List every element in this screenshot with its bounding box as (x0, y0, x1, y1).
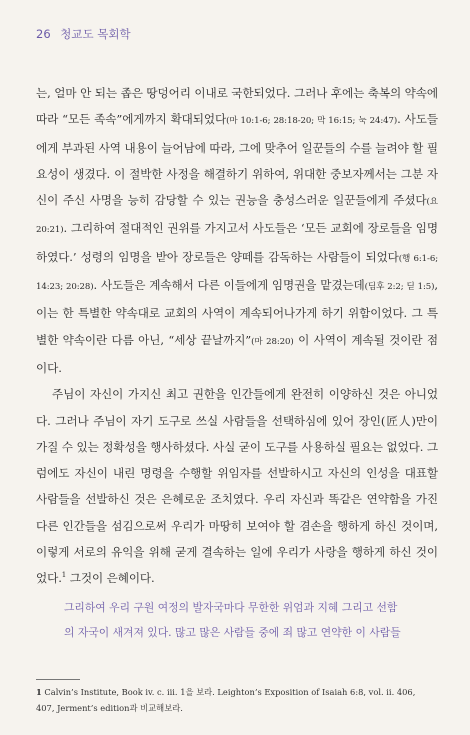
scripture-reference: (마 10:1-6; 28:18-20; 막 16:15; 눅 24:47) (226, 116, 398, 127)
text-run: 주님이 자신이 가지신 최고 권한을 인간들에게 완전히 이양하신 것은 아니었다. 그러나 주님이 자기 도구로 쓰실 사람들을 선택하심에 있어 장인(匠人)만이 가질 수 있는 정확성을 행사하셨다. 사실 굳이 도구를 사용하실 필요는 없었다. 그럼에도 자신이 내린 명령을 수행할 위임자를 선발하시고 자신의 인성을 대표할 사람들을 선발하신 것은 은혜로운 조치였다. 우리 자신과 똑같은 연약함을 가진 다른 인간들을 섬김으로써 우리가 마땅히 보여야 할 겸손을 행하게 하신 것이며, 이렇게 서로의 유익을 위해 굳게 결속하는 일에 우리가 사랑을 행하게 하신 것이었다. (36, 387, 438, 586)
pull-quote-line: 그리하여 우리 구원 여정의 발자국마다 무한한 위엄과 지혜 그리고 선함 (64, 601, 398, 614)
footnote-line (36, 685, 438, 701)
scripture-reference: (마 28:20) (251, 336, 294, 347)
text-run: . 사도들에게 부과된 사역 내용이 늘어남에 따라, 그에 맞추어 일꾼들의 수를 늘려야 할 필요성이 생겼다. 이 절박한 사정을 해결하기 위하여, 위대한 중보자께서는 그분 자신이 주신 사명을 능히 감당할 수 있는 권능을 충성스러운 일꾼들에게 주셨다 (36, 112, 438, 208)
running-header (36, 26, 131, 42)
text-run: 는, 얼마 안 되는 좁은 땅덩어리 이내로 국한되었다. 그러나 후에는 축복의 약속에 따라 “모든 족속”에게까지 확대되었다 (36, 86, 438, 127)
footnote-line: 407, Jerment’s edition과 비교해보라. (36, 702, 183, 713)
body-text (36, 80, 438, 592)
text-run: . 그리하여 절대적인 권위를 가지고서 사도들은 ‘모든 교회에 장로들을 임명하였다.’ 성령의 임명을 받아 장로들은 양떼를 감독하는 사람들이 되었다 (36, 221, 438, 264)
pull-quote-line: 의 자국이 새겨져 있다. 많고 많은 사람들 중에 죄 많고 연약한 이 사람들 (64, 625, 401, 639)
text-run: . 사도들은 계속해서 다른 이들에게 임명권을 맡겼는데 (93, 278, 365, 293)
footnote-divider (36, 679, 80, 680)
scripture-reference: (행 6:1-6; 14:23; 20:28) (36, 253, 438, 293)
scripture-reference: (요 20:21) (36, 197, 438, 236)
footnote-number: 1 (36, 687, 42, 697)
pull-quote (64, 596, 404, 645)
scripture-reference: (딤후 2:2; 딛 1:5) (364, 282, 435, 293)
footnote (36, 685, 438, 716)
paragraph-1 (36, 80, 438, 381)
paragraph-2 (36, 381, 438, 591)
footnote-text: Calvin’s Institute, Book iv. c. iii. 1을 보라. Leighton’s Exposition of Isaiah 6:8, vol. ii. 406, (44, 687, 416, 697)
running-title: 청교도 목회학 (60, 27, 131, 41)
footnote-marker[interactable]: 1 (61, 571, 67, 580)
page-number: 26 (36, 27, 51, 41)
text-run: 그것이 은혜이다. (66, 571, 155, 586)
text-run: 이 사역이 계속될 것이란 점이다. (36, 332, 438, 375)
text-run: , 이는 한 특별한 약속대로 교회의 사역이 계속되어나가게 하기 위함이었다. 그 특별한 약속이란 다름 아닌, “세상 끝날까지” (36, 278, 438, 347)
